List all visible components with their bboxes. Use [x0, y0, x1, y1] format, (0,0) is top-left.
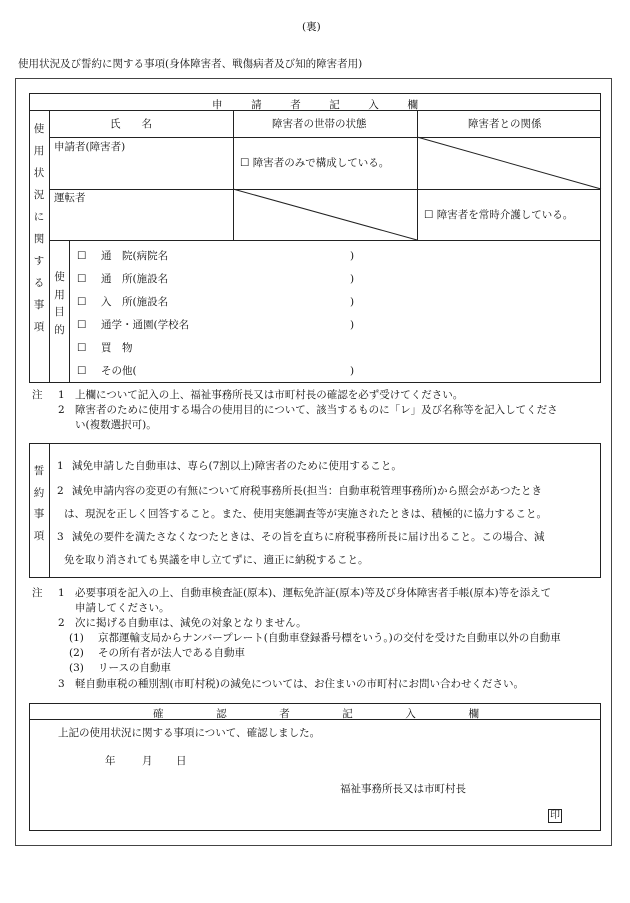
- blank-diagonal: [233, 189, 417, 240]
- purpose-vertical-label: 使 用 目 的: [54, 271, 65, 336]
- subnote-number: (1): [69, 632, 84, 644]
- note-number: 3: [58, 678, 65, 690]
- seal-stamp: 印: [550, 810, 560, 821]
- pledge-vertical-label: 誓 約 事 項: [33, 465, 45, 542]
- pledge-text: 減免申請内容の変更の有無について府税事務所長(担当：自動車税管理事務所)から照会があつたとき: [72, 485, 542, 497]
- pledge-number: 2: [57, 485, 64, 497]
- header-relation: 障害者との関係: [468, 118, 542, 130]
- purpose-close-paren: ): [350, 273, 355, 285]
- note-text: い(複数選択可)。: [75, 419, 157, 431]
- note-text: 必要事項を記入の上、自動車検査証(原本)、運転免許証(原本)等及び身体障害者手帳(原本)等を添えて: [75, 587, 552, 599]
- note-number: 2: [58, 404, 65, 416]
- purpose-checkbox[interactable]: ☐: [77, 365, 87, 377]
- pledge-number: 3: [57, 531, 64, 543]
- header-name: 氏 名: [110, 118, 152, 130]
- date-year-label: 年: [105, 755, 116, 767]
- pledge-number: 1: [57, 460, 64, 472]
- confirmation-statement: 上記の使用状況に関する事項について、確認しました。: [58, 727, 321, 739]
- subnote-number: (2): [69, 647, 84, 659]
- purpose-label: 通 所(施設名: [101, 273, 169, 285]
- note-number: 2: [58, 617, 65, 629]
- note-text: 次に掲げる自動車は、減免の対象となりません。: [75, 617, 307, 629]
- purpose-label: 入 所(施設名: [101, 296, 169, 308]
- driver-label: 運転者: [54, 192, 86, 204]
- pledge-text: 減免申請した自動車は、専ら(7割以上)障害者のために使用すること。: [72, 460, 402, 472]
- header-household: 障害者の世帯の状態: [272, 118, 367, 130]
- purpose-label: 通学・通園(学校名: [101, 319, 190, 331]
- purpose-checkbox[interactable]: ☐: [77, 296, 87, 308]
- note-label: 注: [32, 587, 43, 599]
- date-day-label: 日: [176, 755, 187, 767]
- purpose-checkbox[interactable]: ☐: [77, 250, 87, 262]
- purpose-checkbox[interactable]: ☐: [77, 342, 87, 354]
- note-text: 軽自動車税の種別割(市町村税)の減免については、お住まいの市町村にお問い合わせください。: [75, 678, 524, 690]
- confirming-authority: 福祉事務所長又は市町村長: [340, 783, 466, 795]
- confirmation-title: 確 認 者 記 入 欄: [153, 708, 479, 720]
- date-month-label: 月: [142, 755, 153, 767]
- note-label: 注: [32, 389, 43, 401]
- purpose-label: 買 物: [101, 342, 133, 354]
- purpose-close-paren: ): [350, 250, 355, 262]
- driver-relation-checkbox[interactable]: ☐ 障害者を常時介護している。: [424, 209, 574, 221]
- note-text: 上欄について記入の上、福祉事務所長又は市町村長の確認を必ず受けてください。: [75, 389, 464, 401]
- purpose-checkbox[interactable]: ☐: [77, 319, 87, 331]
- applicant-table-title: 申 請 者 記 入 欄: [212, 99, 418, 111]
- pledge-text: 免を取り消されても異議を申し立てずに、適正に納税すること。: [64, 554, 369, 566]
- subnote-number: (3): [69, 662, 84, 674]
- note-text: 申請してください。: [75, 602, 170, 614]
- usage-status-vertical-label: 使 用 状 況 に 関 す る 事 項: [33, 123, 45, 333]
- note-number: 1: [58, 389, 65, 401]
- applicant-label: 申請者(障害者): [54, 141, 126, 153]
- purpose-checkbox[interactable]: ☐: [77, 273, 87, 285]
- subnote-text: リースの自動車: [98, 662, 171, 674]
- pledge-text: 減免の要件を満たさなくなつたときは、その旨を直ちに府税事務所長に届け出ること。この場合、減: [72, 531, 545, 543]
- section-title: 使用状況及び誓約に関する事項(身体障害者、戦傷病者及び知的障害者用): [18, 58, 363, 70]
- purpose-label: その他(: [101, 365, 137, 377]
- page-side-label: (裏): [302, 21, 321, 33]
- subnote-text: 京都運輸支局からナンバープレート(自動車登録番号標をいう。)の交付を受けた自動車以外の自動車: [98, 632, 561, 644]
- applicant-household-checkbox[interactable]: ☐ 障害者のみで構成している。: [240, 157, 390, 169]
- blank-diagonal: [417, 137, 601, 189]
- purpose-close-paren: ): [350, 319, 355, 331]
- note-number: 1: [58, 587, 65, 599]
- purpose-close-paren: ): [350, 365, 355, 377]
- purpose-close-paren: ): [350, 296, 355, 308]
- note-text: 障害者のために使用する場合の使用目的について、該当するものに「レ」及び名称等を記入してくださ: [75, 404, 558, 416]
- pledge-text: は、現況を正しく回答すること。また、使用実態調査等が実施されたときは、積極的に協力すること。: [64, 508, 547, 520]
- purpose-label: 通 院(病院名: [101, 250, 169, 262]
- subnote-text: その所有者が法人である自動車: [98, 647, 245, 659]
